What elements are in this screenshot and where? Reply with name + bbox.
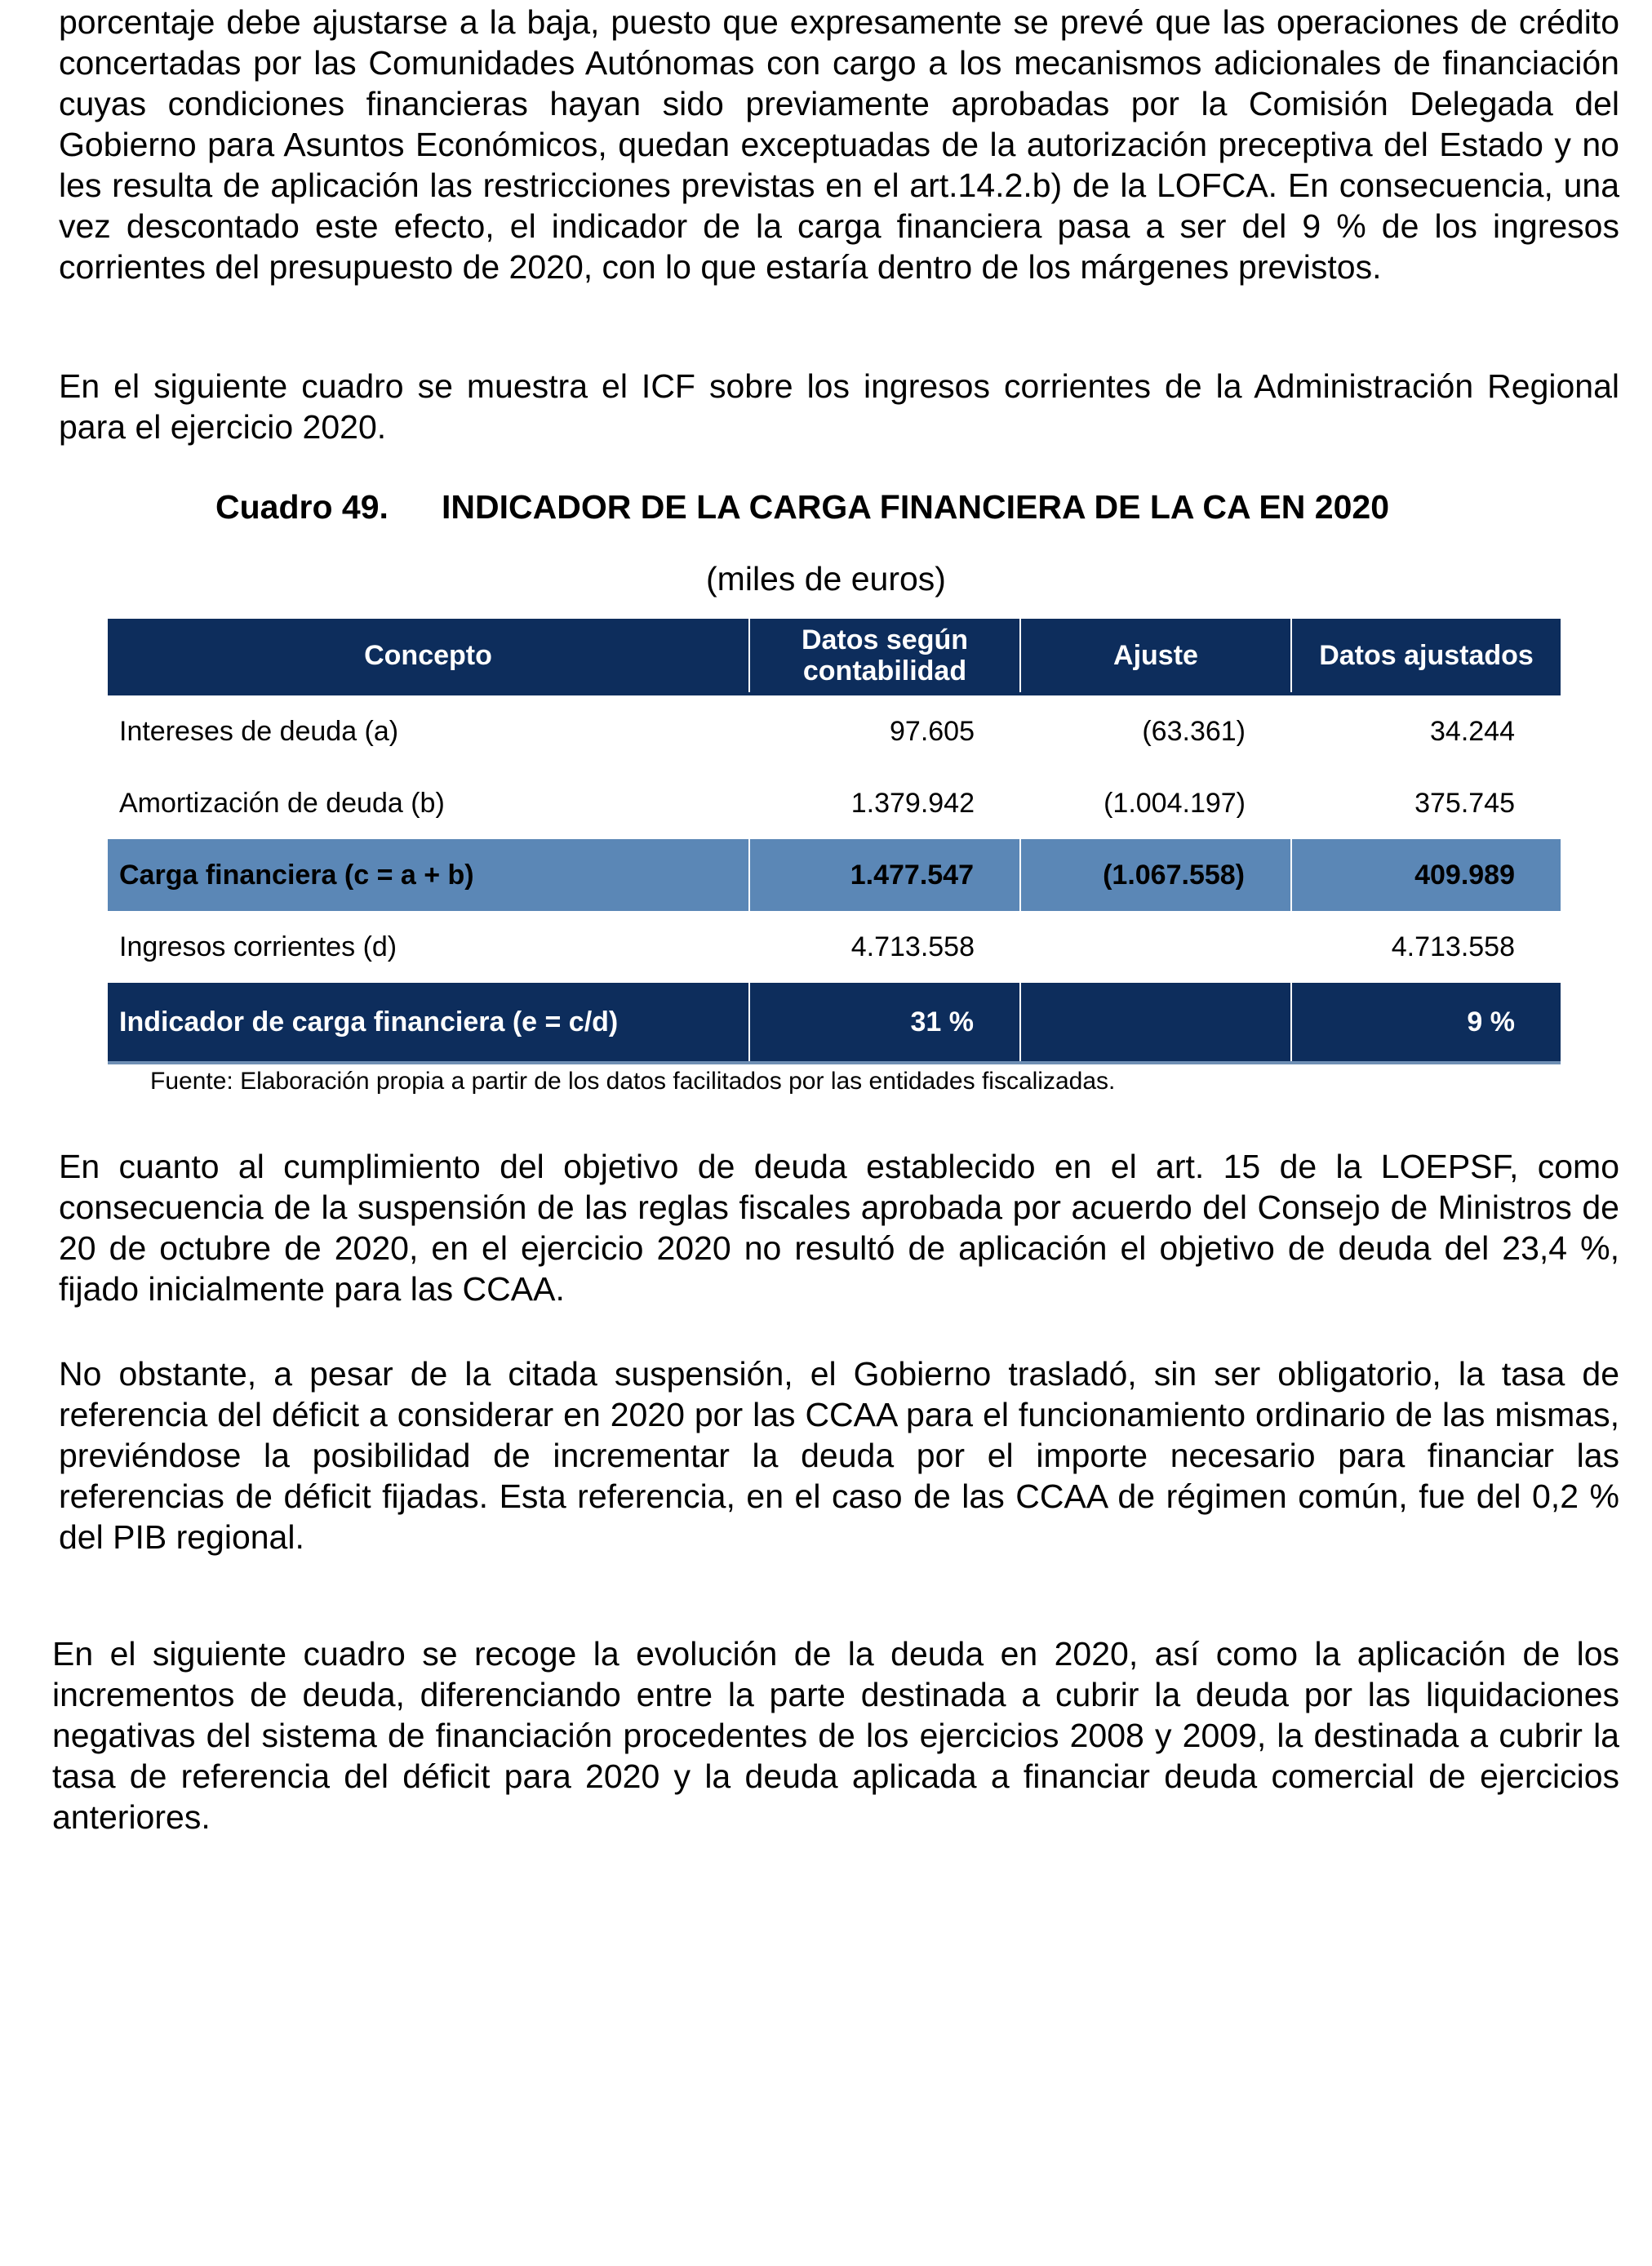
row-contabilidad: 1.379.942: [850, 787, 975, 819]
row-concept: Ingresos corrientes (d): [119, 931, 397, 962]
row-contabilidad: 31 %: [749, 983, 1020, 1063]
header-datos-ajustados: Datos ajustados: [1291, 619, 1561, 694]
header-ajuste: Ajuste: [1020, 619, 1291, 694]
row-contabilidad: 97.605: [890, 715, 975, 747]
row-ajuste: [1020, 983, 1291, 1063]
row-contabilidad: 4.713.558: [850, 931, 975, 962]
row-ajuste: (1.004.197): [1104, 787, 1246, 819]
row-ajustados: 4.713.558: [1391, 931, 1515, 962]
row-ajuste: (63.361): [1142, 715, 1246, 747]
row-ajuste: [1020, 911, 1291, 983]
table-row-indicator: [108, 983, 1561, 1063]
table-source-note: Fuente: Elaboración propia a partir de los datos facilitados por las entidades fiscalizadas.: [150, 1068, 1116, 1095]
body-paragraph-5: En el siguiente cuadro se recoge la evolución de la deuda en 2020, así como la aplicación de los incrementos de deuda, diferenciando entre la parte destinada a cubrir la deuda por las liquidaciones negativas del sistema de financiación procedentes de los ejercicios 2008 y 2009, la destinada a cubrir la tasa de referencia del déficit para 2020 y la deuda aplicada a financiar deuda comercial de ejercicios anteriores.: [52, 1635, 1619, 1836]
row-ajustados: 34.244: [1430, 715, 1515, 747]
table-units: (miles de euros): [706, 560, 946, 598]
row-concept: Indicador de carga financiera (e = c/d): [108, 983, 749, 1063]
table-row: [108, 911, 1561, 983]
table-caption-title: INDICADOR DE LA CARGA FINANCIERA DE LA CA EN 2020: [442, 488, 1389, 526]
row-concept: Amortización de deuda (b): [119, 787, 445, 819]
header-datos-contabilidad: Datos según contabilidad: [749, 619, 1020, 694]
body-paragraph-3: En cuanto al cumplimiento del objetivo de deuda establecido en el art. 15 de la LOEPSF, como consecuencia de la suspensión de las reglas fiscales aprobada por acuerdo del Consejo de Ministros de 20 de octubre de 2020, en el ejercicio 2020 no resultó de aplicación el objetivo de deuda del 23,4 %, fijado inicialmente para las CCAA.: [59, 1148, 1619, 1308]
table-header-row: [108, 619, 1561, 694]
body-paragraph-4: No obstante, a pesar de la citada suspensión, el Gobierno trasladó, sin ser obligatorio, la tasa de referencia del déficit a considerar en 2020 por las CCAA para el funcionamiento ordinario de las mismas, previéndose la posibilidad de incrementar la deuda por el importe necesario para financiar las referencias de déficit fijadas. Esta referencia, en el caso de las CCAA de régimen común, fue del 0,2 % del PIB regional.: [59, 1355, 1619, 1556]
row-concept: Intereses de deuda (a): [119, 715, 399, 747]
row-concept: Carga financiera (c = a + b): [108, 839, 749, 911]
row-ajustados: 375.745: [1414, 787, 1515, 819]
financial-burden-table: [108, 619, 1561, 1064]
row-contabilidad: 1.477.547: [749, 839, 1020, 911]
table-row: [108, 694, 1561, 767]
row-ajustados: 409.989: [1291, 839, 1561, 911]
body-paragraph-1: porcentaje debe ajustarse a la baja, puesto que expresamente se prevé que las operaciones de crédito concertadas por las Comunidades Autónomas con cargo a los mecanismos adicionales de financiación cuyas condiciones financieras hayan sido previamente aprobadas por la Comisión Delegada del Gobierno para Asuntos Económicos, quedan exceptuadas de la autorización preceptiva del Estado y no les resulta de aplicación las restricciones previstas en el art.14.2.b) de la LOFCA. En consecuencia, una vez descontado este efecto, el indicador de la carga financiera pasa a ser del 9 % de los ingresos corrientes del presupuesto de 2020, con lo que estaría dentro de los márgenes previstos.: [59, 3, 1619, 286]
body-paragraph-2: En el siguiente cuadro se muestra el ICF sobre los ingresos corrientes de la Administración Regional para el ejercicio 2020.: [59, 367, 1619, 446]
table-row-total: [108, 839, 1561, 911]
table-row: [108, 767, 1561, 839]
header-concepto: Concepto: [108, 619, 749, 694]
row-ajuste: (1.067.558): [1020, 839, 1291, 911]
table-caption-number: Cuadro 49.: [215, 488, 389, 526]
row-ajustados: 9 %: [1291, 983, 1561, 1063]
